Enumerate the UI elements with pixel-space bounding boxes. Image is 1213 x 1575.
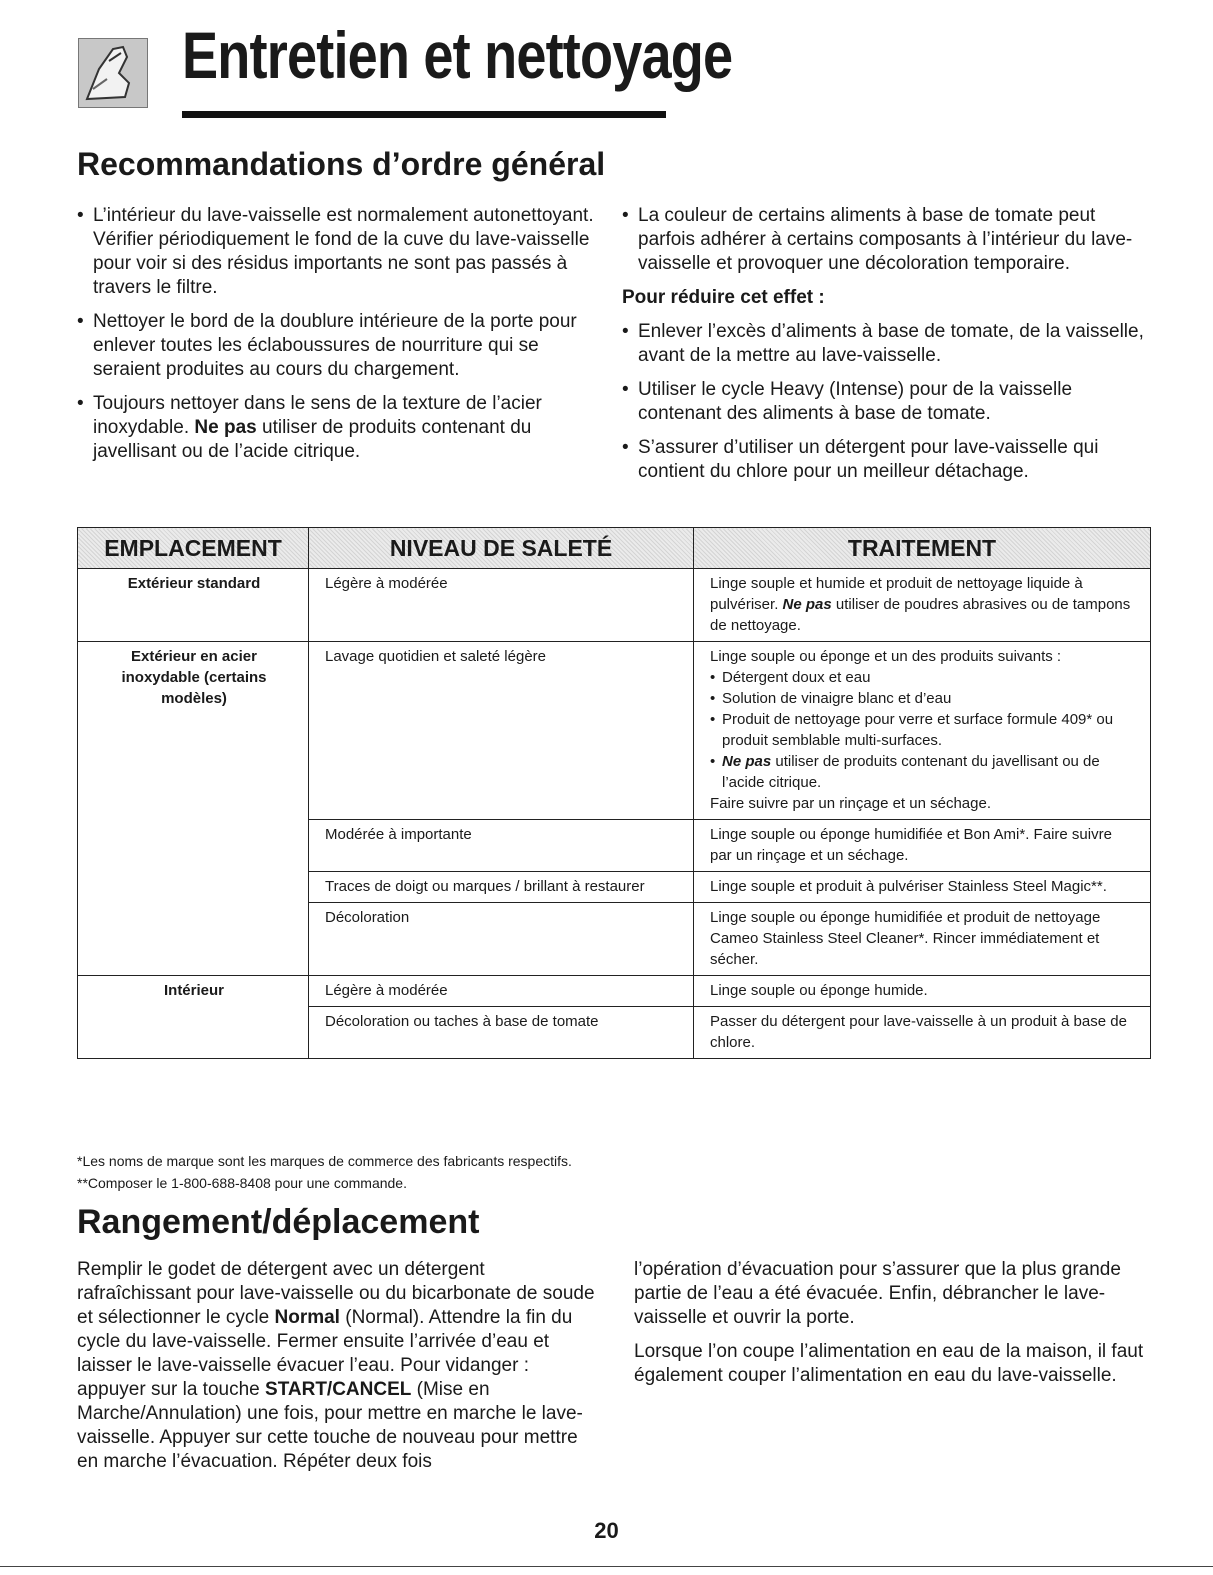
emphasis-text: Normal xyxy=(274,1307,340,1328)
header-location: EMPLACEMENT xyxy=(78,528,309,569)
location-stainless-label: Extérieur en acier inoxydable (certains modèles) xyxy=(121,648,267,707)
soil-level-cell: Traces de doigt ou marques / brillant à restaurer xyxy=(309,872,694,903)
treatment-product-item: • Ne pas utiliser de produits contenant du javellisant ou de l’acide citrique. xyxy=(710,751,1136,793)
page-number: 20 xyxy=(594,1518,619,1543)
location-cell: Extérieur standard xyxy=(78,569,309,642)
title-underline xyxy=(182,111,666,118)
location-cell xyxy=(78,1007,309,1059)
treatment-cell: Linge souple ou éponge humidifiée et produit de nettoyage Cameo Stainless Steel Cleaner*. Rincer immédiatement et sécher. xyxy=(694,903,1151,976)
storage-right-column xyxy=(634,1258,1154,1398)
tomato-tip-bullet: • S’assurer d’utiliser un détergent pour lave-vaisselle qui contient du chlore pour un meilleur détachage. xyxy=(622,436,1157,484)
table-row xyxy=(78,1007,1151,1059)
tomato-intro-list xyxy=(622,204,1157,276)
location-cell xyxy=(78,872,309,903)
general-left-list xyxy=(77,204,597,464)
tomato-tip-bullet: • Enlever l’excès d’aliments à base de tomate, de la vaisselle, avant de la mettre au lave-vaisselle. xyxy=(622,320,1157,368)
section-heading-storage: Rangement/déplacement xyxy=(77,1203,480,1241)
location-cell xyxy=(78,903,309,976)
soil-level-cell: Modérée à importante xyxy=(309,820,694,872)
header-soil-level: NIVEAU DE SALETÉ xyxy=(309,528,694,569)
soil-level-cell: Légère à modérée xyxy=(309,976,694,1007)
treatment-cell: Linge souple et humide et produit de nettoyage liquide à pulvériser. Ne pas utiliser de poudres abrasives ou de tampons de nettoyage. xyxy=(694,569,1151,642)
general-right-column xyxy=(622,204,1157,494)
section-heading-general: Recommandations d’ordre général xyxy=(77,146,606,182)
cleaning-hand-icon xyxy=(78,38,148,108)
location-cell xyxy=(78,642,309,820)
emphasis-text: Ne pas xyxy=(782,596,832,613)
page-title: Entretien et nettoyage xyxy=(182,18,733,92)
emphasis-text: Ne pas xyxy=(722,753,772,770)
location-cell xyxy=(78,820,309,872)
table-row xyxy=(78,903,1151,976)
treatment-cell: Linge souple et produit à pulvériser Stainless Steel Magic**. xyxy=(694,872,1151,903)
treatment-product-item: • Détergent doux et eau xyxy=(710,667,1136,688)
treatment-cell: Passer du détergent pour lave-vaisselle à un produit à base de chlore. xyxy=(694,1007,1151,1059)
treatment-product-list xyxy=(710,667,1136,793)
tomato-intro: • La couleur de certains aliments à base de tomate peut parfois adhérer à certains composants à l’intérieur du lave-vaisselle et provoquer une décoloration temporaire. xyxy=(622,204,1157,276)
cleaning-table xyxy=(77,527,1151,1059)
storage-instructions: Remplir le godet de détergent avec un détergent rafraîchissant pour lave-vaisselle ou du bicarbonate de soude et sélectionner le cycle Normal (Normal). Attendre la fin du cycle du lave-vaisselle. Fermer ensuite l’arrivée d’eau et laisser le lave-vaisselle évacuer l’eau. Pour vidanger : appuyer sur la touche START/CANCEL (Mise en Marche/Annulation) une fois, pour mettre en marche le lave-vaisselle. Appuyer sur cette touche de nouveau pour mettre en marche l’évacuation. Répéter deux fois xyxy=(77,1259,595,1472)
table-row xyxy=(78,569,1151,642)
footnote-trademarks: *Les noms de marque sont les marques de commerce des fabricants respectifs. xyxy=(77,1153,572,1169)
soil-level-cell: Lavage quotidien et saleté légère xyxy=(309,642,694,820)
tomato-tips-list xyxy=(622,320,1157,484)
emphasis-text: Ne pas xyxy=(194,417,257,438)
tomato-tip-bullet: • Utiliser le cycle Heavy (Intense) pour de la vaisselle contenant des aliments à base de tomate. xyxy=(622,378,1157,426)
treatment-outro: Faire suivre par un rinçage et un séchage. xyxy=(710,795,991,812)
header-treatment: TRAITEMENT xyxy=(694,528,1151,569)
footnote-phone: **Composer le 1-800-688-8408 pour une commande. xyxy=(77,1175,407,1191)
location-cell: Intérieur xyxy=(78,976,309,1007)
soil-level-cell: Décoloration xyxy=(309,903,694,976)
table-header-row xyxy=(78,528,1151,569)
water-supply-note: Lorsque l’on coupe l’alimentation en eau de la maison, il faut également couper l’alimentation en eau du lave-vaisselle. xyxy=(634,1341,1144,1386)
table-row xyxy=(78,642,1151,820)
treatment-cell: Linge souple ou éponge humide. xyxy=(694,976,1151,1007)
emphasis-text: START/CANCEL xyxy=(265,1379,412,1400)
soil-level-cell: Décoloration ou taches à base de tomate xyxy=(309,1007,694,1059)
treatment-intro: Linge souple ou éponge et un des produits suivants : xyxy=(710,648,1062,665)
general-bullet: • Toujours nettoyer dans le sens de la texture de l’acier inoxydable. Ne pas utiliser de produits contenant du javellisant ou de l’acide citrique. xyxy=(77,392,597,464)
treatment-product-item: • Produit de nettoyage pour verre et surface formule 409* ou produit semblable multi-surfaces. xyxy=(710,709,1136,751)
table-row xyxy=(78,976,1151,1007)
treatment-cell: Linge souple ou éponge humidifiée et Bon Ami*. Faire suivre par un rinçage et un séchage. xyxy=(694,820,1151,872)
footer-rule xyxy=(0,1566,1213,1567)
table-row xyxy=(78,820,1151,872)
table-row xyxy=(78,872,1151,903)
general-bullet: • Nettoyer le bord de la doublure intérieure de la porte pour enlever toutes les éclaboussures de nourriture qui se seraient produites au cours du chargement. xyxy=(77,310,597,382)
general-bullet: • L’intérieur du lave-vaisselle est normalement autonettoyant. Vérifier périodiquement le fond de la cuve du lave-vaisselle pour voir si des résidus importants ne sont pas passés à travers le filtre. xyxy=(77,204,597,300)
reduce-effect-subheading: Pour réduire cet effet : xyxy=(622,287,825,308)
soil-level-cell: Légère à modérée xyxy=(309,569,694,642)
storage-continued: l’opération d’évacuation pour s’assurer que la plus grande partie de l’eau a été évacuée. Enfin, débrancher le lave-vaisselle et ouvrir la porte. xyxy=(634,1259,1121,1328)
footnotes xyxy=(77,1150,572,1194)
general-left-column xyxy=(77,204,597,474)
storage-left-column xyxy=(77,1258,597,1484)
treatment-cell xyxy=(694,642,1151,820)
treatment-product-item: • Solution de vinaigre blanc et d’eau xyxy=(710,688,1136,709)
